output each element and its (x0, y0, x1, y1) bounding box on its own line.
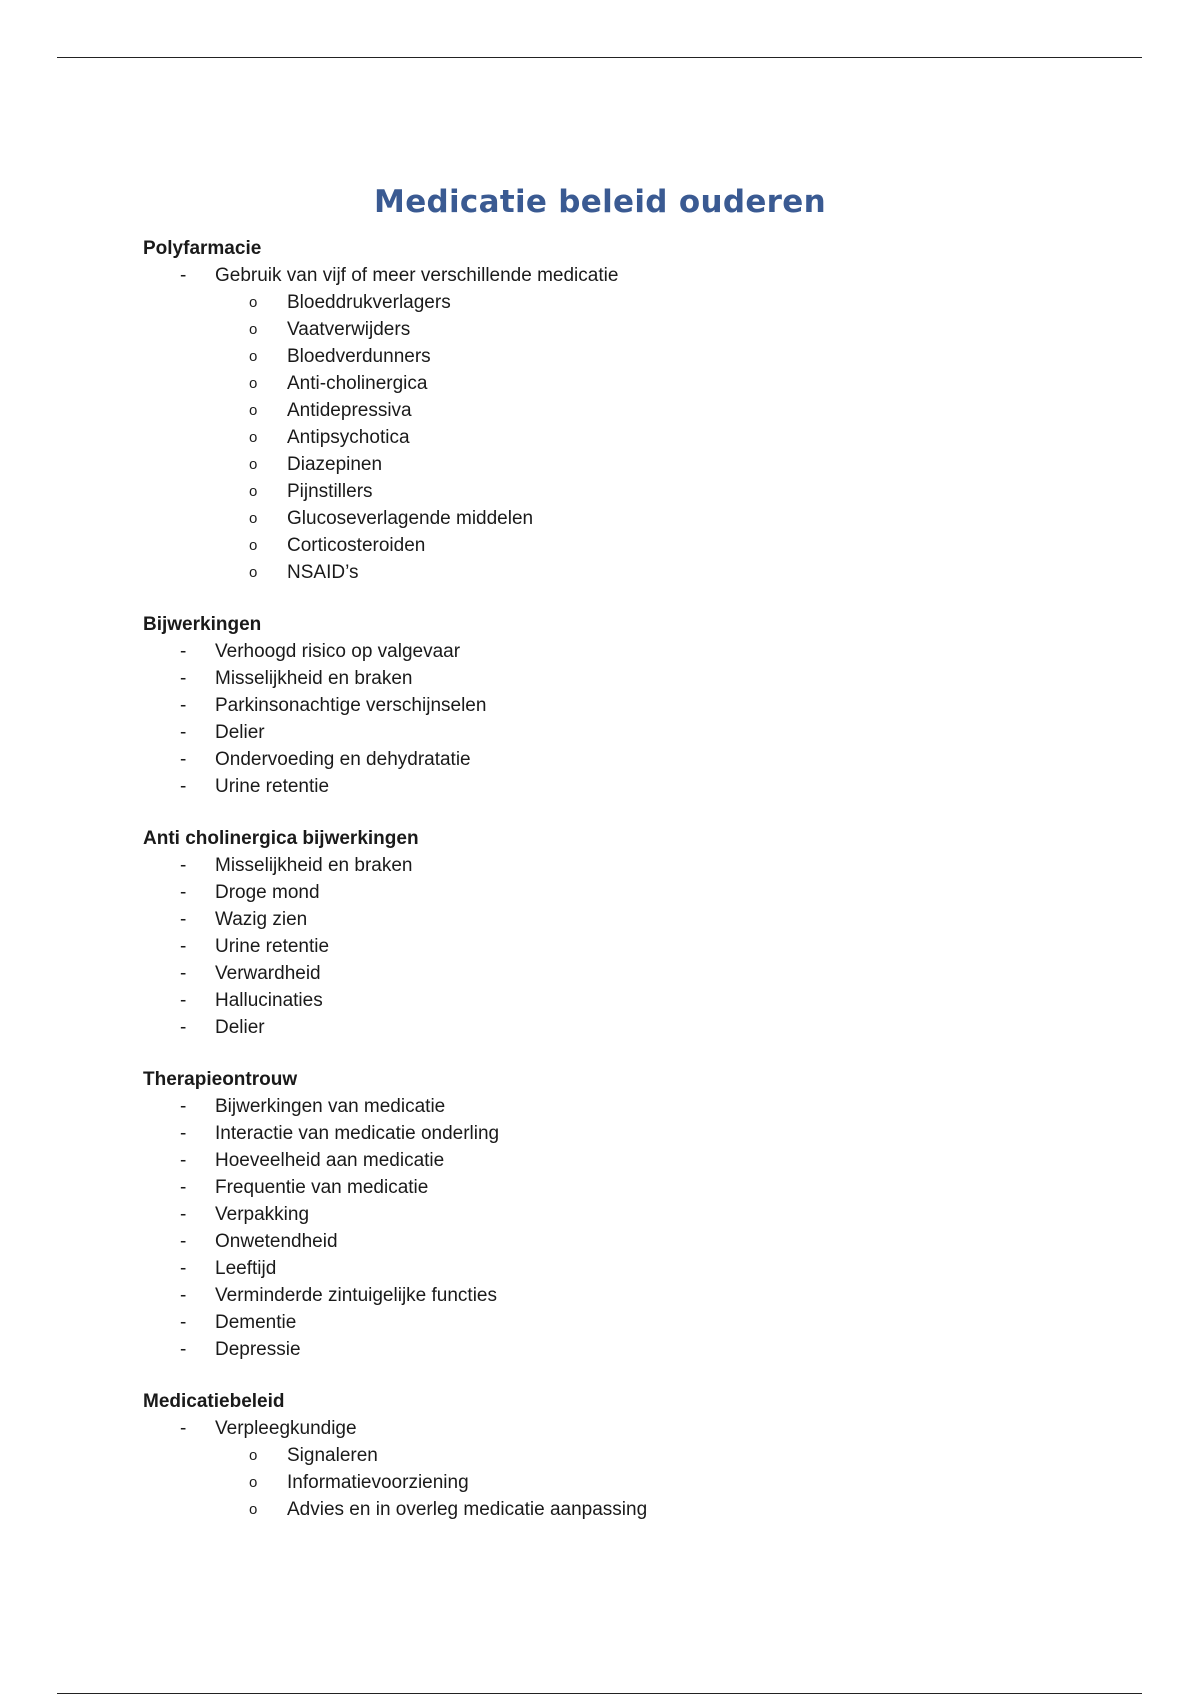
sub-list-item (215, 397, 1143, 424)
dash-bullet-icon: - (180, 936, 187, 957)
list-item (143, 692, 1143, 719)
sub-list-item (215, 316, 1143, 343)
sub-list-item-text: Corticosteroiden (287, 535, 426, 556)
dash-bullet-icon: - (180, 1231, 187, 1252)
list-item (143, 1093, 1143, 1120)
list-item (143, 960, 1143, 987)
sub-list-item-text: NSAID’s (287, 562, 359, 583)
sub-list-item (215, 505, 1143, 532)
list-item-text: Verhoogd risico op valgevaar (215, 641, 461, 662)
section-therapieontrouw (143, 1067, 1143, 1363)
list-item (143, 1174, 1143, 1201)
sub-list-item (215, 370, 1143, 397)
list-item-text: Hoeveelheid aan medicatie (215, 1150, 445, 1171)
page-title: Medicatie beleid ouderen (374, 183, 826, 220)
list-item (143, 879, 1143, 906)
bullet-list (143, 262, 1143, 586)
list-item-text: Verpakking (215, 1204, 310, 1225)
sub-list-item-text: Diazepinen (287, 454, 383, 475)
list-item-text: Onwetendheid (215, 1231, 338, 1252)
circle-bullet-icon: o (249, 348, 258, 365)
list-item (143, 1201, 1143, 1228)
list-item-text: Gebruik van vijf of meer verschillende medicatie (215, 265, 619, 286)
list-item-text: Urine retentie (215, 936, 330, 957)
circle-bullet-icon: o (249, 294, 258, 311)
list-item-text: Misselijkheid en braken (215, 668, 413, 689)
list-item (143, 1282, 1143, 1309)
list-item (143, 1147, 1143, 1174)
dash-bullet-icon: - (180, 1312, 187, 1333)
dash-bullet-icon: - (180, 1096, 187, 1117)
dash-bullet-icon: - (180, 668, 187, 689)
dash-bullet-icon: - (180, 265, 187, 286)
list-item-text: Misselijkheid en braken (215, 855, 413, 876)
list-item-text: Delier (215, 722, 265, 743)
document-body (143, 236, 1143, 1549)
footer-rule (57, 1693, 1142, 1694)
dash-bullet-icon: - (180, 1150, 187, 1171)
bullet-list (143, 1093, 1143, 1363)
list-item-text: Hallucinaties (215, 990, 323, 1011)
circle-bullet-icon: o (249, 429, 258, 446)
dash-bullet-icon: - (180, 1017, 187, 1038)
sub-list-item-text: Informatievoorziening (287, 1472, 469, 1493)
sub-list-item (215, 1442, 1143, 1469)
list-item-text: Verwardheid (215, 963, 321, 984)
section-polyfarmacie (143, 236, 1143, 586)
sub-list-item-text: Antidepressiva (287, 400, 412, 421)
list-item (143, 638, 1143, 665)
list-item-text: Verpleegkundige (215, 1418, 357, 1439)
sub-list-item (215, 451, 1143, 478)
dash-bullet-icon: - (180, 1285, 187, 1306)
list-item (143, 1228, 1143, 1255)
sub-list-item-text: Pijnstillers (287, 481, 373, 502)
sub-list-item (215, 1469, 1143, 1496)
circle-bullet-icon: o (249, 564, 258, 581)
list-item (143, 1014, 1143, 1041)
header-rule (57, 57, 1142, 58)
dash-bullet-icon: - (180, 722, 187, 743)
section-heading: Polyfarmacie (143, 238, 262, 259)
sub-list-item (215, 478, 1143, 505)
sub-list-item (215, 532, 1143, 559)
section-bijwerkingen (143, 612, 1143, 800)
list-item (143, 262, 1143, 586)
bullet-list (143, 1415, 1143, 1523)
sub-bullet-list (215, 1442, 1143, 1523)
dash-bullet-icon: - (180, 1123, 187, 1144)
circle-bullet-icon: o (249, 1474, 258, 1491)
sub-list-item-text: Signaleren (287, 1445, 378, 1466)
list-item (143, 852, 1143, 879)
circle-bullet-icon: o (249, 1447, 258, 1464)
list-item-text: Parkinsonachtige verschijnselen (215, 695, 487, 716)
circle-bullet-icon: o (249, 375, 258, 392)
dash-bullet-icon: - (180, 990, 187, 1011)
list-item (143, 1309, 1143, 1336)
sub-bullet-list (215, 289, 1143, 586)
sub-list-item-text: Advies en in overleg medicatie aanpassing (287, 1499, 648, 1520)
dash-bullet-icon: - (180, 1339, 187, 1360)
sub-list-item (215, 424, 1143, 451)
list-item (143, 719, 1143, 746)
circle-bullet-icon: o (249, 537, 258, 554)
list-item-text: Urine retentie (215, 776, 330, 797)
section-medicatiebeleid (143, 1389, 1143, 1523)
dash-bullet-icon: - (180, 882, 187, 903)
circle-bullet-icon: o (249, 483, 258, 500)
dash-bullet-icon: - (180, 1258, 187, 1279)
list-item (143, 1255, 1143, 1282)
dash-bullet-icon: - (180, 1204, 187, 1225)
list-item (143, 1336, 1143, 1363)
section-heading: Anti cholinergica bijwerkingen (143, 828, 419, 849)
circle-bullet-icon: o (249, 321, 258, 338)
section-heading: Therapieontrouw (143, 1069, 298, 1090)
dash-bullet-icon: - (180, 749, 187, 770)
dash-bullet-icon: - (180, 1177, 187, 1198)
list-item-text: Wazig zien (215, 909, 308, 930)
list-item (143, 773, 1143, 800)
section-heading: Medicatiebeleid (143, 1391, 285, 1412)
dash-bullet-icon: - (180, 641, 187, 662)
sub-list-item-text: Bloeddrukverlagers (287, 292, 451, 313)
bullet-list (143, 638, 1143, 800)
circle-bullet-icon: o (249, 402, 258, 419)
sub-list-item-text: Anti-cholinergica (287, 373, 428, 394)
dash-bullet-icon: - (180, 776, 187, 797)
list-item-text: Dementie (215, 1312, 297, 1333)
list-item (143, 1120, 1143, 1147)
list-item (143, 987, 1143, 1014)
list-item-text: Leeftijd (215, 1258, 277, 1279)
list-item-text: Droge mond (215, 882, 320, 903)
list-item-text: Frequentie van medicatie (215, 1177, 429, 1198)
sub-list-item (215, 1496, 1143, 1523)
list-item (143, 933, 1143, 960)
list-item-text: Verminderde zintuigelijke functies (215, 1285, 497, 1306)
list-item (143, 1415, 1143, 1523)
list-item-text: Delier (215, 1017, 265, 1038)
section-anti-cholinergica (143, 826, 1143, 1041)
list-item (143, 746, 1143, 773)
dash-bullet-icon: - (180, 695, 187, 716)
section-heading: Bijwerkingen (143, 614, 262, 635)
list-item-text: Ondervoeding en dehydratatie (215, 749, 471, 770)
list-item (143, 906, 1143, 933)
dash-bullet-icon: - (180, 1418, 187, 1439)
sub-list-item-text: Antipsychotica (287, 427, 410, 448)
sub-list-item-text: Bloedverdunners (287, 346, 431, 367)
list-item-text: Bijwerkingen van medicatie (215, 1096, 446, 1117)
dash-bullet-icon: - (180, 963, 187, 984)
sub-list-item-text: Glucoseverlagende middelen (287, 508, 534, 529)
list-item-text: Interactie van medicatie onderling (215, 1123, 500, 1144)
circle-bullet-icon: o (249, 510, 258, 527)
circle-bullet-icon: o (249, 456, 258, 473)
sub-list-item-text: Vaatverwijders (287, 319, 411, 340)
sub-list-item (215, 343, 1143, 370)
dash-bullet-icon: - (180, 909, 187, 930)
list-item (143, 665, 1143, 692)
bullet-list (143, 852, 1143, 1041)
list-item-text: Depressie (215, 1339, 301, 1360)
sub-list-item (215, 289, 1143, 316)
circle-bullet-icon: o (249, 1501, 258, 1518)
sub-list-item (215, 559, 1143, 586)
dash-bullet-icon: - (180, 855, 187, 876)
